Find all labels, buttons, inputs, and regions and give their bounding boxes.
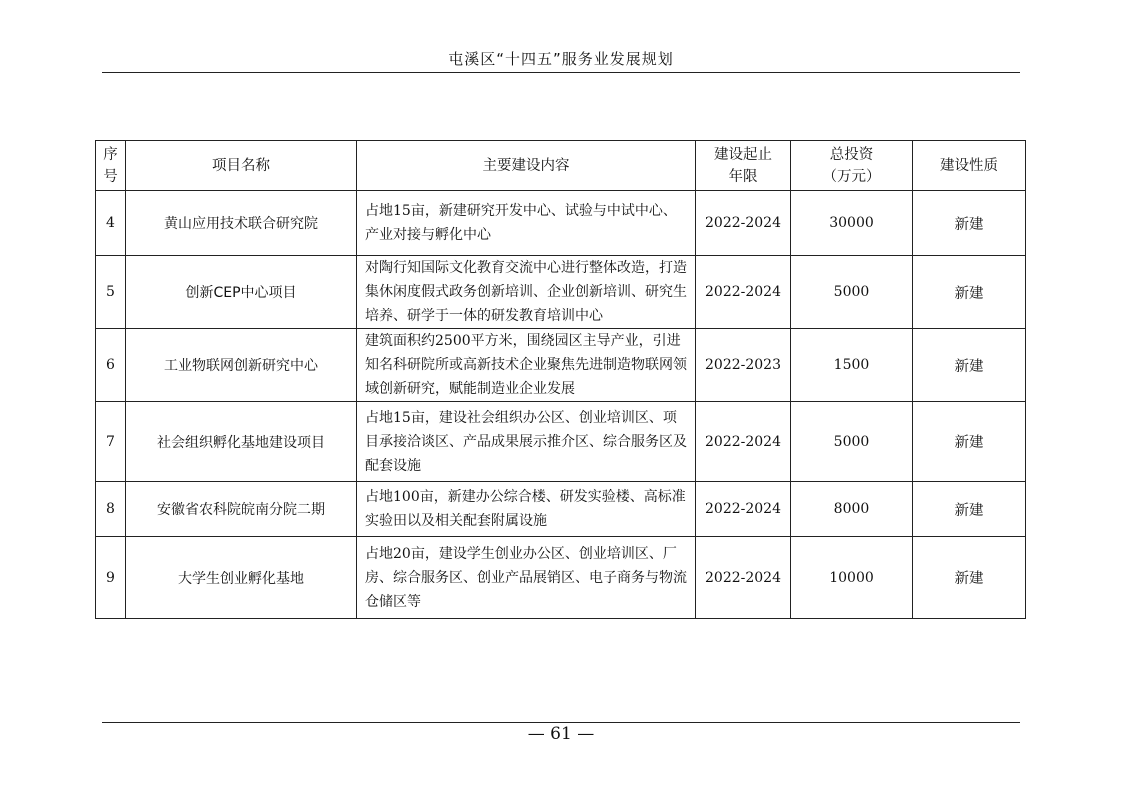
row-invest: 5000 [791, 256, 913, 329]
row-invest: 10000 [791, 537, 913, 619]
row-seq: 6 [96, 329, 126, 402]
row-kind: 新建 [913, 191, 1026, 256]
col-header-invest: 总投资 （万元） [791, 141, 913, 191]
table-row [96, 256, 1026, 329]
row-period: 2022-2024 [696, 482, 791, 537]
row-name: 创新CEP中心项目 [126, 256, 357, 329]
table-row [96, 402, 1026, 482]
col-header-period: 建设起止 年限 [696, 141, 791, 191]
row-content: 占地20亩，建设学生创业办公区、创业培训区、厂房、综合服务区、创业产品展销区、电子商务与物流仓储区等 [357, 537, 696, 619]
row-kind: 新建 [913, 482, 1026, 537]
row-content: 建筑面积约2500平方米，围绕园区主导产业，引进知名科研院所或高新技术企业聚焦先进制造物联网领域创新研究，赋能制造业企业发展 [357, 329, 696, 402]
row-seq: 5 [96, 256, 126, 329]
row-period: 2022-2024 [696, 256, 791, 329]
table-row [96, 191, 1026, 256]
row-content: 对陶行知国际文化教育交流中心进行整体改造，打造集休闲度假式政务创新培训、企业创新培训、研究生培养、研学于一体的研发教育培训中心 [357, 256, 696, 329]
row-invest: 1500 [791, 329, 913, 402]
row-name: 安徽省农科院皖南分院二期 [126, 482, 357, 537]
row-name: 大学生创业孵化基地 [126, 537, 357, 619]
col-header-content: 主要建设内容 [357, 141, 696, 191]
table-row [96, 329, 1026, 402]
col-header-kind: 建设性质 [913, 141, 1026, 191]
row-content: 占地100亩，新建办公综合楼、研发实验楼、高标准实验田以及相关配套附属设施 [357, 482, 696, 537]
row-name: 社会组织孵化基地建设项目 [126, 402, 357, 482]
col-header-name: 项目名称 [126, 141, 357, 191]
row-seq: 7 [96, 402, 126, 482]
header-divider [102, 72, 1020, 73]
row-invest: 30000 [791, 191, 913, 256]
table-row [96, 537, 1026, 619]
row-period: 2022-2024 [696, 191, 791, 256]
row-seq: 8 [96, 482, 126, 537]
table-header-row [96, 141, 1026, 191]
table-row [96, 482, 1026, 537]
row-content: 占地15亩，新建研究开发中心、试验与中试中心、产业对接与孵化中心 [357, 191, 696, 256]
row-kind: 新建 [913, 256, 1026, 329]
row-name: 黄山应用技术联合研究院 [126, 191, 357, 256]
page-number: — 61 — [527, 724, 595, 744]
col-header-seq: 序 号 [96, 141, 126, 191]
row-period: 2022-2024 [696, 402, 791, 482]
row-invest: 8000 [791, 482, 913, 537]
footer-divider [102, 722, 1020, 723]
row-period: 2022-2024 [696, 537, 791, 619]
row-kind: 新建 [913, 402, 1026, 482]
row-invest: 5000 [791, 402, 913, 482]
row-seq: 9 [96, 537, 126, 619]
row-seq: 4 [96, 191, 126, 256]
row-period: 2022-2023 [696, 329, 791, 402]
row-content: 占地15亩，建设社会组织办公区、创业培训区、项目承接洽谈区、产品成果展示推介区、综合服务区及配套设施 [357, 402, 696, 482]
project-table [95, 140, 1026, 619]
row-kind: 新建 [913, 537, 1026, 619]
row-kind: 新建 [913, 329, 1026, 402]
page-header-title: 屯溪区“十四五”服务业发展规划 [448, 50, 674, 68]
row-name: 工业物联网创新研究中心 [126, 329, 357, 402]
